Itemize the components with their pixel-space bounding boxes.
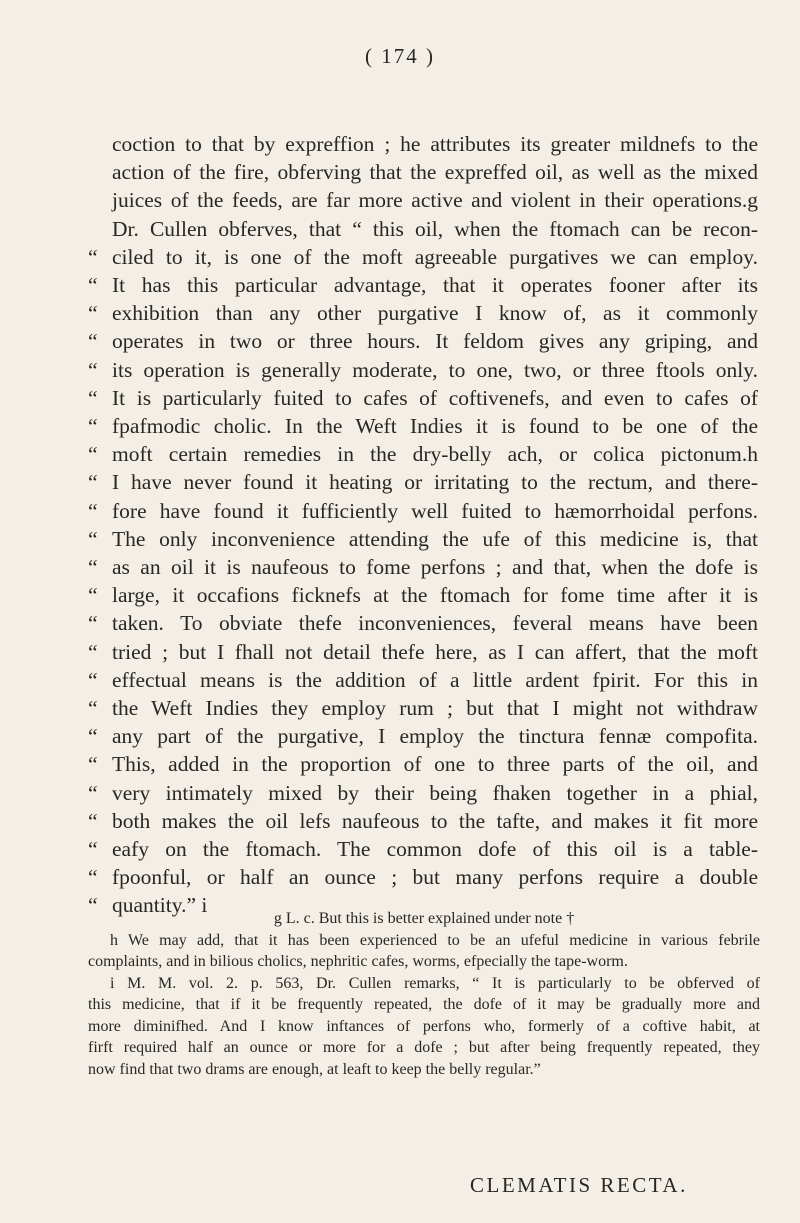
text-line — [88, 130, 758, 158]
quote-mark: “ — [88, 470, 98, 495]
line-text: It is particularly fuited to cafes of coftivenefs, and even to cafes of — [112, 385, 758, 410]
quote-mark: “ — [88, 837, 98, 862]
text-line — [88, 553, 758, 581]
text-line — [88, 412, 758, 440]
line-text: ciled to it, is one of the moft agreeable purgatives we can employ. — [112, 244, 758, 269]
quote-mark: “ — [88, 329, 98, 354]
quote-mark: “ — [88, 583, 98, 608]
footnote-line: g L. c. But this is better explained under note † — [273, 910, 575, 927]
line-text: juices of the feeds, are far more active and violent in their operations.g — [112, 188, 758, 213]
line-text: both makes the oil lefs naufeous to the tafte, and makes it fit more — [112, 808, 758, 833]
line-text: fpafmodic cholic. In the Weft Indies it is found to be one of the — [112, 414, 758, 439]
line-text: eafy on the ftomach. The common dofe of this oil is a table- — [112, 837, 758, 862]
text-line — [88, 835, 758, 863]
footnote-line: complaints, and in bilious cholics, nephritic cafes, worms, efpecially the tape-worm. — [88, 953, 628, 970]
text-line — [88, 468, 758, 496]
text-line — [88, 807, 758, 835]
quote-mark: “ — [88, 498, 98, 523]
text-line — [88, 158, 758, 186]
line-text: tried ; but I fhall not detail thefe here, as I can affert, that the moft — [112, 639, 758, 664]
line-text: effectual means is the addition of a little ardent fpirit. For this in — [112, 667, 758, 692]
quote-mark: “ — [88, 865, 98, 890]
line-text: fpoonful, or half an ounce ; but many perfons require a double — [112, 865, 758, 890]
quote-mark: “ — [88, 893, 98, 918]
text-line — [88, 863, 758, 891]
footnote-line: firft required half an ounce or more for a dofe ; but after being frequently repeated, they — [88, 1039, 760, 1056]
catchword: CLEMATIS RECTA. — [470, 1173, 688, 1197]
text-line — [88, 609, 758, 637]
quote-mark: “ — [88, 808, 98, 833]
text-line — [88, 497, 758, 525]
quote-mark: “ — [88, 555, 98, 580]
line-text: exhibition than any other purgative I know of, as it commonly — [112, 301, 758, 326]
quote-mark: “ — [88, 752, 98, 777]
quote-mark: “ — [88, 724, 98, 749]
page-number-header: ( 174 ) — [365, 44, 435, 68]
footnote-line: now find that two drams are enough, at leaft to keep the belly regular.” — [88, 1060, 541, 1078]
footnote-line: i M. M. vol. 2. p. 563, Dr. Cullen remarks, “ It is particularly to be obferved of — [110, 974, 760, 992]
text-line — [88, 327, 758, 355]
line-text: It has this particular advantage, that it operates fooner after its — [112, 273, 758, 298]
text-line — [88, 384, 758, 412]
text-line — [88, 243, 758, 271]
line-text: I have never found it heating or irritating to the rectum, and there- — [112, 470, 758, 495]
text-line — [88, 694, 758, 722]
text-line — [88, 666, 758, 694]
line-text: its operation is generally moderate, to one, two, or three ftools only. — [112, 357, 758, 382]
quote-mark: “ — [88, 667, 98, 692]
line-text: Dr. Cullen obferves, that “ this oil, when the ftomach can be recon- — [112, 216, 758, 241]
quote-mark: “ — [88, 442, 98, 467]
line-text: This, added in the proportion of one to three parts of the oil, and — [112, 752, 758, 777]
text-line — [88, 525, 758, 553]
line-text: moft certain remedies in the dry-belly ach, or colica pictonum.h — [112, 442, 758, 467]
quote-mark: “ — [88, 696, 98, 721]
quote-mark: “ — [88, 414, 98, 439]
text-line — [88, 750, 758, 778]
text-line — [88, 440, 758, 468]
text-line — [88, 186, 758, 214]
line-text: very intimately mixed by their being fhaken together in a phial, — [112, 780, 758, 805]
quote-mark: “ — [88, 273, 98, 298]
line-text: any part of the purgative, I employ the tinctura fennæ compofita. — [112, 724, 758, 749]
line-text: taken. To obviate thefe inconveniences, feveral means have been — [112, 611, 758, 636]
line-text: large, it occafions ficknefs at the ftomach for fome time after it is — [112, 583, 758, 608]
line-text: fore have found it fufficiently well fuited to hæmorrhoidal perfons. — [112, 498, 758, 523]
quote-mark: “ — [88, 301, 98, 326]
text-line — [88, 271, 758, 299]
main-text — [88, 130, 758, 920]
quote-mark: “ — [88, 639, 98, 664]
line-text: the Weft Indies they employ rum ; but that I might not withdraw — [112, 696, 758, 721]
quote-mark: “ — [88, 385, 98, 410]
line-text: The only inconvenience attending the ufe of this medicine is, that — [112, 526, 758, 551]
footnotes — [88, 908, 760, 1080]
text-line — [88, 299, 758, 327]
line-text: quantity.” i — [112, 893, 208, 918]
quote-mark: “ — [88, 526, 98, 551]
text-line — [88, 215, 758, 243]
footnote-line: more diminifhed. And I know inftances of perfons who, formerly of a coftive habit, at — [88, 1017, 760, 1035]
text-line — [88, 638, 758, 666]
line-text: action of the fire, obferving that the expreffed oil, as well as the mixed — [112, 160, 758, 185]
quote-mark: “ — [88, 780, 98, 805]
quote-mark: “ — [88, 244, 98, 269]
quote-mark: “ — [88, 357, 98, 382]
quote-mark: “ — [88, 611, 98, 636]
footnote-line: this medicine, that if it be frequently repeated, the dofe of it may be gradually more and — [88, 996, 760, 1013]
line-text: operates in two or three hours. It feldom gives any griping, and — [112, 329, 758, 354]
footnote-line: h We may add, that it has been experienced to be an ufeful medicine in various febrile — [110, 931, 760, 949]
text-line — [88, 722, 758, 750]
text-line — [88, 779, 758, 807]
text-line — [88, 581, 758, 609]
line-text: as an oil it is naufeous to fome perfons ; and that, when the dofe is — [112, 555, 758, 580]
line-text: coction to that by expreffion ; he attributes its greater mildnefs to the — [112, 132, 758, 156]
text-line — [88, 356, 758, 384]
